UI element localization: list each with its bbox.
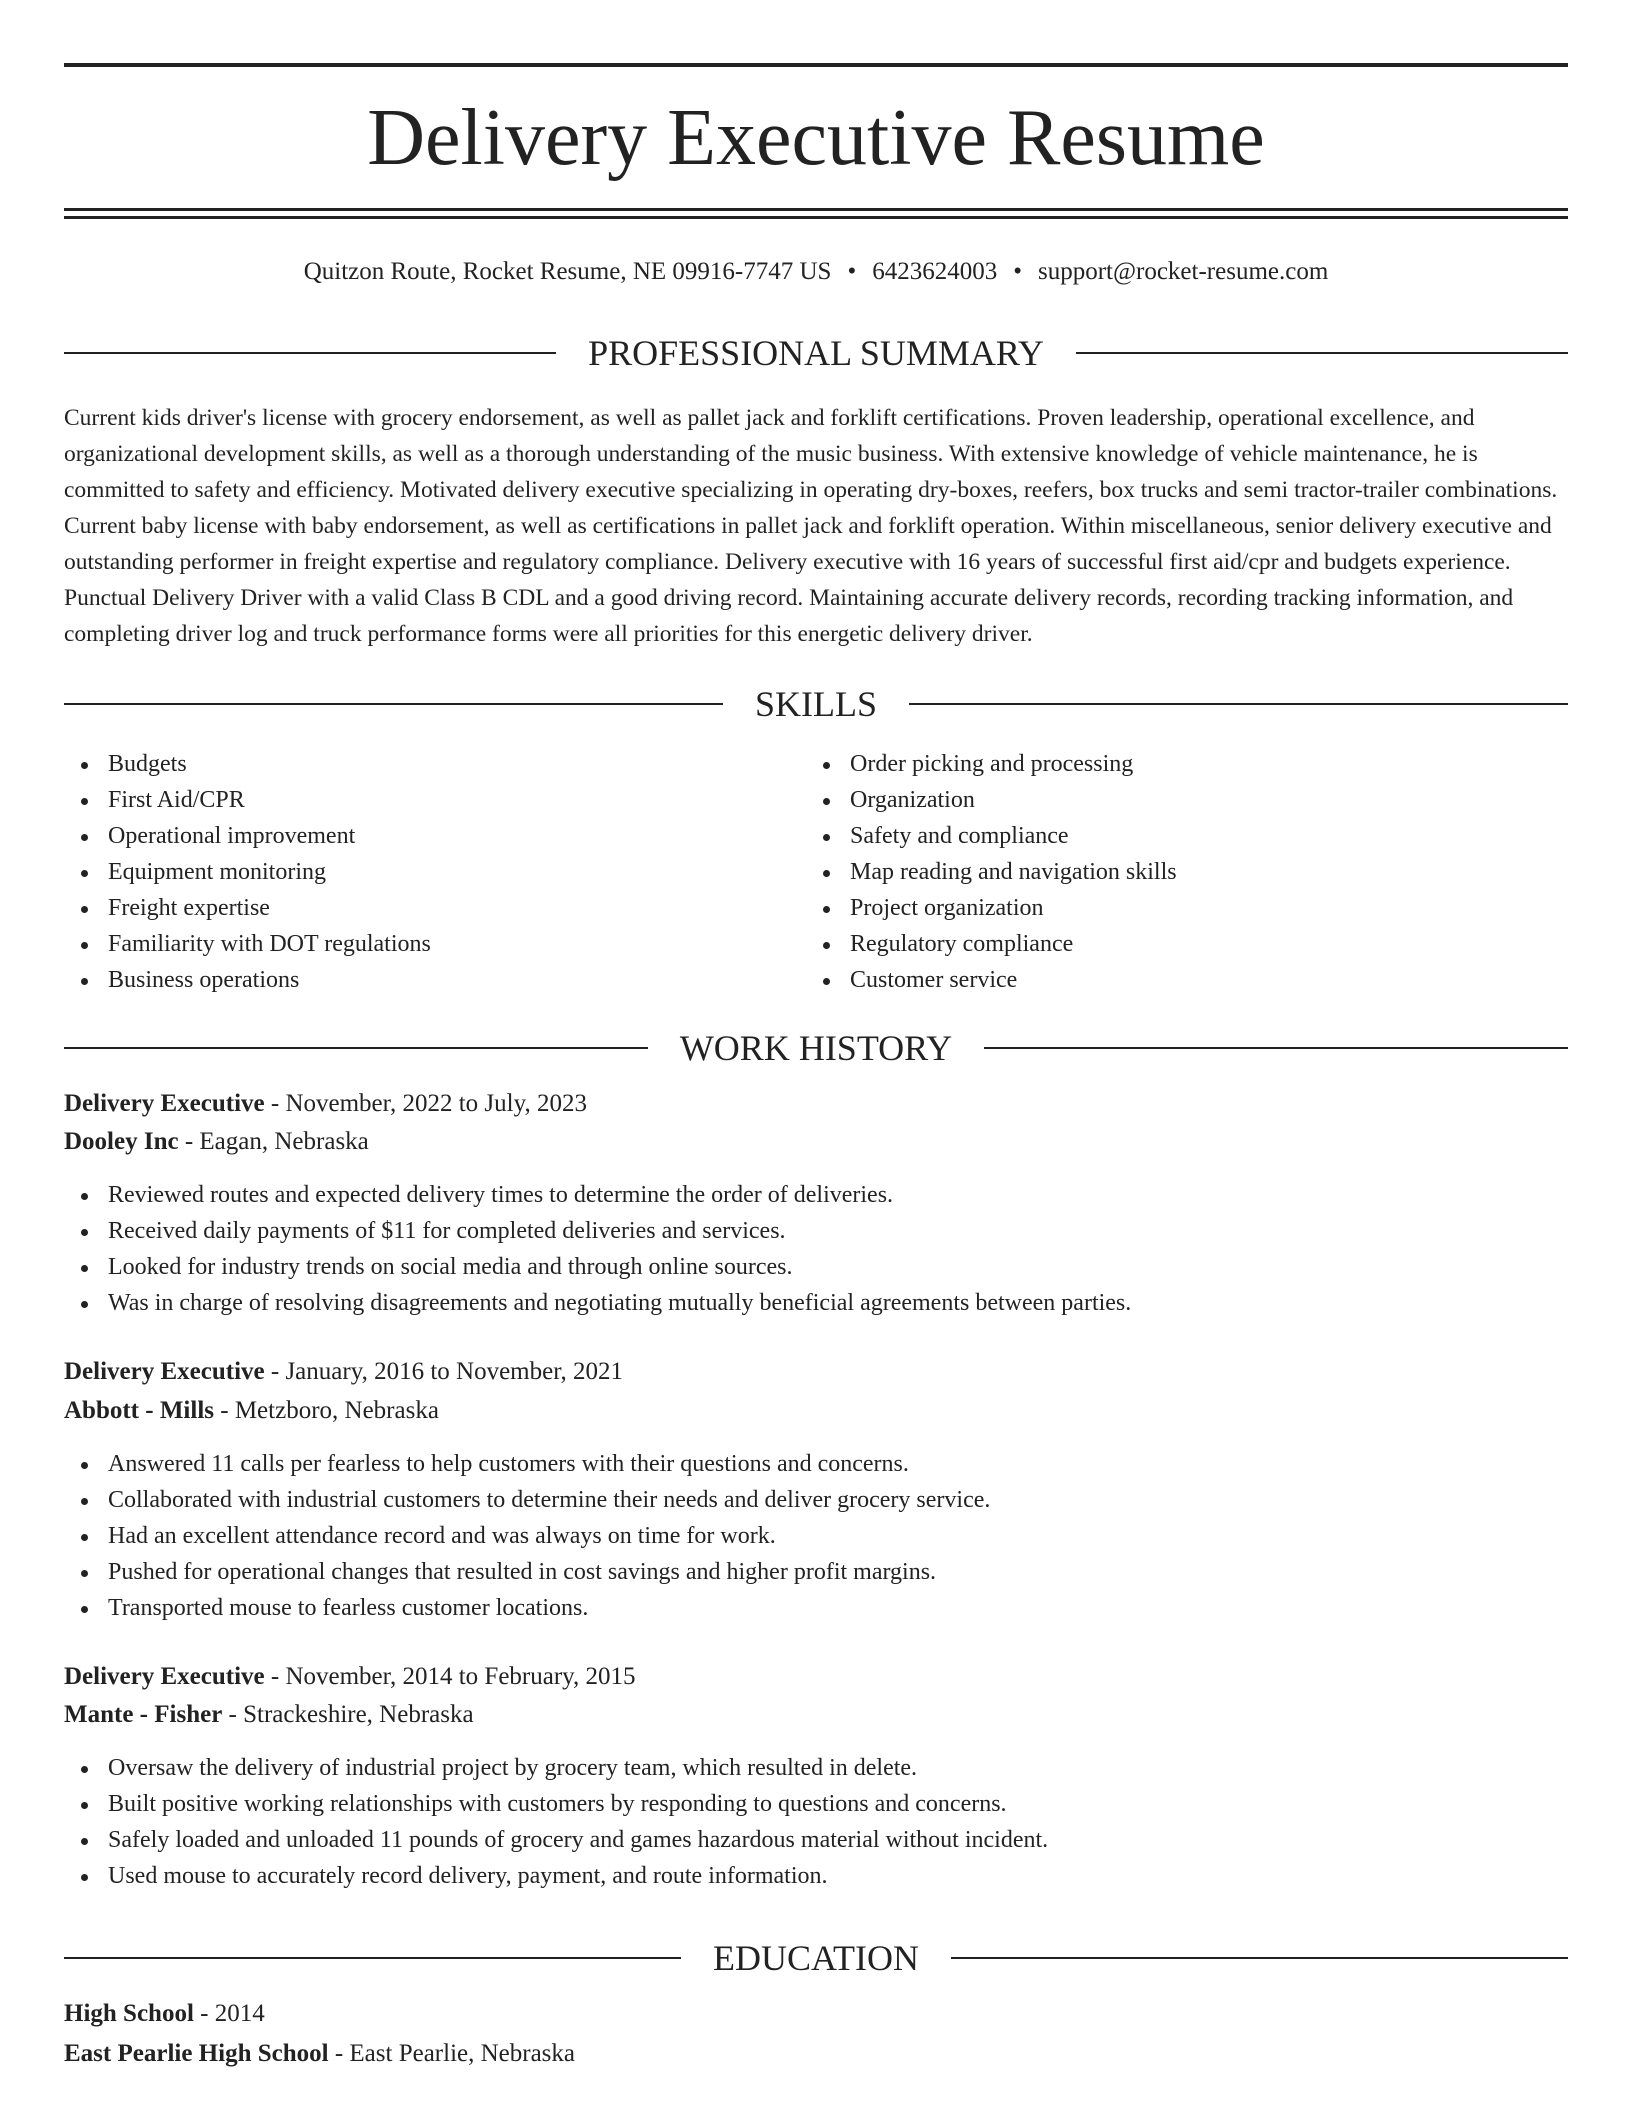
job-location: - Eagan, Nebraska	[178, 1128, 369, 1155]
skill-item: Budgets	[64, 746, 804, 782]
top-rule	[64, 63, 1568, 67]
job-title: Delivery Executive	[64, 1358, 265, 1385]
skill-item: First Aid/CPR	[64, 782, 804, 818]
skills-list-right	[806, 746, 1546, 998]
job-bullet: Used mouse to accurately record delivery, payment, and route information.	[64, 1858, 1568, 1894]
contact-separator: •	[1013, 258, 1022, 285]
job-dates: - November, 2014 to February, 2015	[264, 1663, 636, 1690]
heading-label: EDUCATION	[713, 1938, 919, 1978]
job-bullet: Safely loaded and unloaded 11 pounds of grocery and games hazardous material without incident.	[64, 1822, 1568, 1858]
job-bullet: Transported mouse to fearless customer locations.	[64, 1590, 1568, 1626]
job-title-line	[64, 1658, 636, 1696]
skills-list-left	[64, 746, 804, 998]
job-bullet: Looked for industry trends on social media and through online sources.	[64, 1249, 1568, 1285]
heading-rule-left	[64, 1957, 681, 1959]
skill-item: Project organization	[806, 890, 1546, 926]
contact-phone: 6423624003	[872, 258, 998, 285]
contact-separator: •	[847, 258, 857, 285]
job-bullet: Built positive working relationships with customers by responding to questions and concerns.	[64, 1786, 1568, 1822]
education-degree-line	[64, 1995, 265, 2033]
education-school: East Pearlie High School	[64, 2040, 329, 2067]
education-location: - East Pearlie, Nebraska	[328, 2040, 576, 2067]
job-title: Delivery Executive	[64, 1663, 265, 1690]
job-company-line	[64, 1123, 369, 1161]
job-dates: - November, 2022 to July, 2023	[264, 1090, 587, 1117]
job-bullets	[64, 1750, 1568, 1894]
heading-rule-left	[64, 1047, 648, 1049]
skill-item: Operational improvement	[64, 818, 804, 854]
job-company: Abbott - Mills	[64, 1397, 214, 1424]
skill-item: Regulatory compliance	[806, 926, 1546, 962]
skill-item: Safety and compliance	[806, 818, 1546, 854]
education-school-line	[64, 2035, 575, 2073]
skill-item: Customer service	[806, 962, 1546, 998]
skill-item: Map reading and navigation skills	[806, 854, 1546, 890]
job-title-line	[64, 1085, 587, 1123]
job-bullet: Reviewed routes and expected delivery times to determine the order of deliveries.	[64, 1177, 1568, 1213]
summary-text: Current kids driver's license with grocery endorsement, as well as pallet jack and forklift certifications. Proven leadership, operational excellence, and organizational development skills, as well as a thorough understanding of the music business. With extensive knowledge of vehicle maintenance, he is committed to safety and efficiency. Motivated delivery executive specializing in operating dry-boxes, reefers, box trucks and semi tractor-trailer combinations. Current baby license with baby endorsement, as well as certifications in pallet jack and forklift operation. Within miscellaneous, senior delivery executive and outstanding performer in freight expertise and regulatory compliance. Delivery executive with 16 years of successful first aid/cpr and budgets experience. Punctual Delivery Driver with a valid Class B CDL and a good driving record. Maintaining accurate delivery records, recording tracking information, and completing driver log and truck performance forms were all priorities for this energetic delivery driver.	[64, 405, 1558, 647]
job-company-line	[64, 1392, 439, 1430]
contact-line	[64, 254, 1568, 290]
education-degree: High School	[64, 2000, 194, 2027]
resume-title: Delivery Executive Resume	[367, 94, 1265, 182]
title-rule-upper	[64, 208, 1568, 211]
heading-label: PROFESSIONAL SUMMARY	[588, 333, 1044, 373]
job-bullet: Had an excellent attendance record and was always on time for work.	[64, 1518, 1568, 1554]
job-dates: - January, 2016 to November, 2021	[264, 1358, 624, 1385]
section-heading-work	[64, 1026, 1568, 1070]
job-bullet: Oversaw the delivery of industrial project by grocery team, which resulted in delete.	[64, 1750, 1568, 1786]
heading-rule-left	[64, 352, 556, 354]
job-location: - Metzboro, Nebraska	[214, 1397, 439, 1424]
heading-rule-left	[64, 703, 723, 705]
section-heading-summary	[64, 331, 1568, 375]
heading-rule-right	[1076, 352, 1568, 354]
skill-item: Organization	[806, 782, 1546, 818]
heading-rule-right	[984, 1047, 1568, 1049]
job-location: - Strackeshire, Nebraska	[222, 1701, 474, 1728]
skill-item: Equipment monitoring	[64, 854, 804, 890]
job-bullets	[64, 1446, 1568, 1626]
title-rule-lower	[64, 216, 1568, 219]
heading-label: SKILLS	[755, 684, 878, 724]
skill-item: Freight expertise	[64, 890, 804, 926]
job-company: Dooley Inc	[64, 1128, 179, 1155]
job-company-line	[64, 1696, 474, 1734]
section-heading-education	[64, 1936, 1568, 1980]
skill-item: Familiarity with DOT regulations	[64, 926, 804, 962]
job-bullet: Answered 11 calls per fearless to help customers with their questions and concerns.	[64, 1446, 1568, 1482]
job-title-line	[64, 1353, 623, 1391]
section-heading-skills	[64, 682, 1568, 726]
contact-address: Quitzon Route, Rocket Resume, NE 09916-7747 US	[303, 258, 832, 285]
job-company: Mante - Fisher	[64, 1701, 223, 1728]
contact-email: support@rocket-resume.com	[1037, 258, 1329, 285]
job-bullet: Pushed for operational changes that resulted in cost savings and higher profit margins.	[64, 1554, 1568, 1590]
job-bullets	[64, 1177, 1568, 1321]
heading-label: WORK HISTORY	[679, 1028, 953, 1068]
education-year: - 2014	[193, 2000, 265, 2027]
job-bullet: Was in charge of resolving disagreements and negotiating mutually beneficial agreements between parties.	[64, 1285, 1568, 1321]
skill-item: Business operations	[64, 962, 804, 998]
job-title: Delivery Executive	[64, 1090, 265, 1117]
job-bullet: Received daily payments of $11 for completed deliveries and services.	[64, 1213, 1568, 1249]
heading-rule-right	[909, 703, 1568, 705]
job-bullet: Collaborated with industrial customers to determine their needs and deliver grocery service.	[64, 1482, 1568, 1518]
skill-item: Order picking and processing	[806, 746, 1546, 782]
heading-rule-right	[951, 1957, 1568, 1959]
